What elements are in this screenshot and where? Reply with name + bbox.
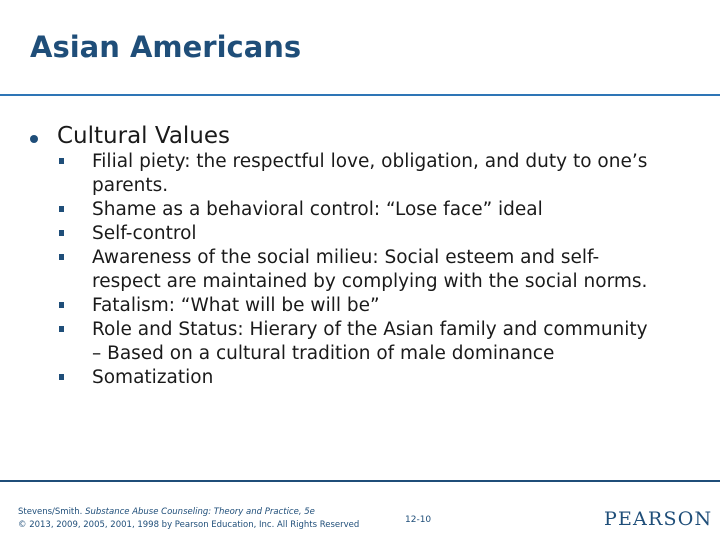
slide-footer: [0, 480, 720, 540]
copyright-notice: © 2013, 2009, 2005, 2001, 1998 by Pearson Education, Inc. All Rights Reserved: [18, 520, 360, 530]
list-item-text: Fatalism: “What will be will be”: [92, 295, 380, 316]
list-item: [57, 294, 657, 318]
square-bullet-icon: [59, 302, 64, 308]
list-item-text: Awareness of the social milieu: Social esteem and self-respect are maintained by complying with the social norms.: [92, 247, 648, 292]
list-item: [57, 198, 657, 222]
list-item: [57, 366, 657, 390]
citation: [18, 506, 359, 532]
list-item-text: Somatization: [92, 367, 214, 388]
square-bullet-icon: [59, 206, 64, 212]
title-divider: [0, 94, 720, 96]
square-bullet-icon: [59, 374, 64, 380]
list-item: [57, 318, 657, 366]
page-number: 12-10: [405, 515, 432, 525]
footer-divider: [0, 480, 720, 482]
list-item-text: Shame as a behavioral control: “Lose face” ideal: [92, 199, 543, 220]
citation-author: Stevens/Smith.: [18, 507, 83, 517]
cultural-values-list: [57, 150, 657, 390]
bullet-dot-icon: [30, 135, 38, 143]
slide-title: Asian Americans: [30, 30, 302, 64]
list-item-text: Filial piety: the respectful love, obligation, and duty to one’s parents.: [92, 151, 648, 196]
list-item-text: Role and Status: Hierary of the Asian family and community – Based on a cultural tradition of male dominance: [92, 319, 648, 364]
square-bullet-icon: [59, 158, 64, 164]
main-point: Cultural Values: [57, 123, 231, 149]
pearson-logo: PEARSON: [604, 508, 713, 530]
square-bullet-icon: [59, 254, 64, 260]
list-item-text: Self-control: [92, 223, 197, 244]
list-item: [57, 222, 657, 246]
list-item: [57, 246, 657, 294]
square-bullet-icon: [59, 326, 64, 332]
citation-book: Substance Abuse Counseling: Theory and Practice, 5e: [85, 507, 315, 517]
list-item: [57, 150, 657, 198]
square-bullet-icon: [59, 230, 64, 236]
